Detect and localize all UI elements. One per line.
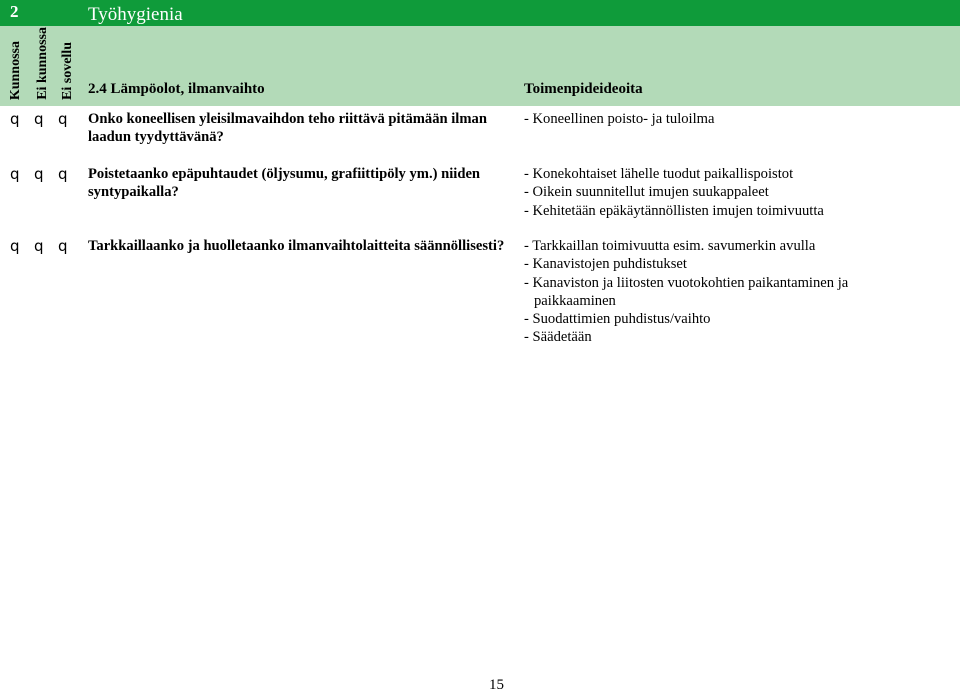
question-text: Poistetaanko epäpuhtaudet (öljysumu, grafiittipöly ym.) niiden syntypaikalla? [88, 166, 481, 200]
column-header-ei-kunnossa: Ei kunnossa [35, 27, 50, 100]
section-number: 2 [10, 2, 19, 21]
checkbox-group [10, 110, 82, 128]
checkbox-ei-sovellu[interactable]: q [58, 165, 68, 183]
idea-item: - Oikein suunnitellut imujen suukappaleet [524, 184, 769, 201]
question-text: Onko koneellisen yleisilmavaihdon teho riittävä pitämään ilman laadun tyydyttävänä? [88, 111, 487, 145]
idea-item-continuation: paikkaaminen [534, 292, 616, 309]
subsection-title: 2.4 Lämpöolot, ilmanvaihto [88, 81, 265, 97]
section-title-bar [0, 0, 960, 26]
question-text: Tarkkaillaanko ja huolletaanko ilmanvaihtolaitteita säännöllisesti? [88, 238, 505, 254]
checkbox-ei-kunnossa[interactable]: q [34, 237, 44, 255]
checkbox-kunnossa[interactable]: q [10, 237, 20, 255]
checkbox-group [10, 237, 82, 255]
checkbox-ei-kunnossa[interactable]: q [34, 165, 44, 183]
checkbox-group [10, 165, 82, 183]
checkbox-kunnossa[interactable]: q [10, 165, 20, 183]
section-title: Työhygienia [88, 4, 183, 25]
column-header-ei-sovellu: Ei sovellu [60, 42, 75, 100]
idea-item: - Koneellinen poisto- ja tuloilma [524, 111, 715, 127]
idea-item: - Kanaviston ja liitosten vuotokohtien paikantaminen ja [524, 274, 849, 291]
checkbox-kunnossa[interactable]: q [10, 110, 20, 128]
checkbox-ei-sovellu[interactable]: q [58, 110, 68, 128]
ideas-list [524, 237, 954, 347]
ideas-column-title: Toimenpideideoita [524, 81, 643, 97]
page-number: 15 [489, 677, 504, 693]
idea-item: - Kanavistojen puhdistukset [524, 256, 687, 273]
table-header [0, 26, 960, 106]
idea-item: - Tarkkaillan toimivuutta esim. savumerkin avulla [524, 238, 816, 254]
column-header-kunnossa: Kunnossa [8, 40, 23, 100]
checkbox-ei-sovellu[interactable]: q [58, 237, 68, 255]
idea-item: - Säädetään [524, 329, 592, 346]
ideas-list [524, 165, 954, 220]
checkbox-ei-kunnossa[interactable]: q [34, 110, 44, 128]
idea-item: - Konekohtaiset lähelle tuodut paikallispoistot [524, 166, 794, 182]
idea-item: - Kehitetään epäkäytännöllisten imujen toimivuutta [524, 202, 824, 219]
ideas-list [524, 110, 954, 128]
idea-item: - Suodattimien puhdistus/vaihto [524, 311, 711, 328]
